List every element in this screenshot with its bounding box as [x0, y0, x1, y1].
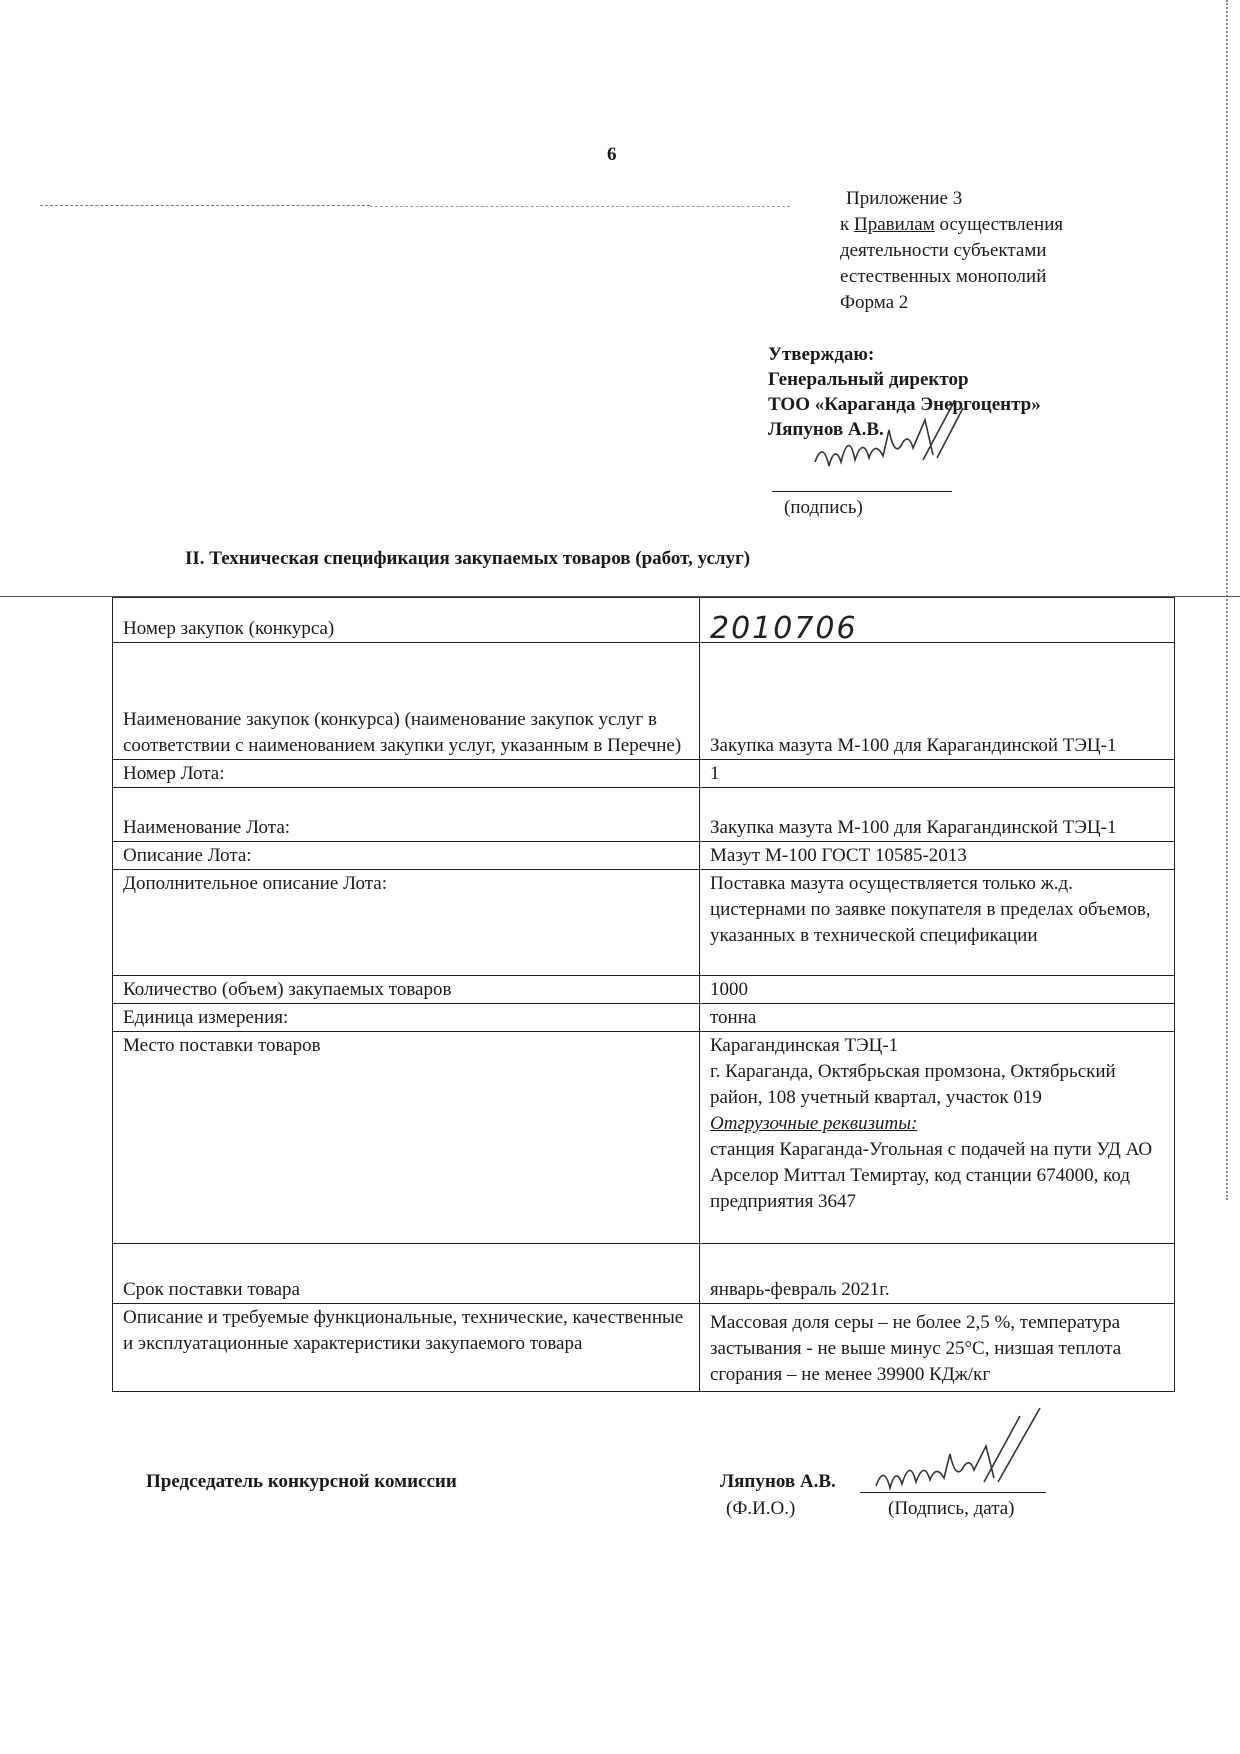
- signature-line: [772, 491, 952, 492]
- table-row: [113, 1004, 1175, 1032]
- row-label: Описание Лота:: [113, 842, 700, 870]
- chair-title: Председатель конкурсной комиссии: [146, 1471, 457, 1492]
- table-row: [113, 598, 1175, 643]
- appendix-line: деятельности субъектами: [840, 240, 1047, 261]
- row-label: Количество (объем) закупаемых товаров: [113, 976, 700, 1004]
- row-label: Срок поставки товара: [113, 1244, 700, 1304]
- row-value: Закупка мазута М-100 для Карагандинской ТЭЦ-1: [700, 643, 1175, 760]
- table-row: [113, 842, 1175, 870]
- row-value: тонна: [700, 1004, 1175, 1032]
- chair-signature: [870, 1408, 1050, 1508]
- appendix-suffix: осуществления: [934, 214, 1064, 235]
- scan-artifact-line: [370, 206, 790, 207]
- row-value: 1: [700, 760, 1175, 788]
- scan-artifact-line: [40, 205, 370, 206]
- approval-line: Генеральный директор: [768, 369, 969, 390]
- table-row: [113, 643, 1175, 760]
- section-title: II. Техническая спецификация закупаемых товаров (работ, услуг): [185, 548, 751, 569]
- delivery-line: г. Караганда, Октябрьская промзона, Октябрьский район, 108 учетный квартал, участок 019: [710, 1061, 1116, 1108]
- handwritten-purchase-number: 2010706: [700, 598, 1175, 643]
- signature-line: [860, 1492, 1046, 1493]
- table-row: [113, 1304, 1175, 1392]
- appendix-line: [840, 212, 1063, 238]
- row-label: Дополнительное описание Лота:: [113, 870, 700, 976]
- spec-table: [112, 597, 1175, 1392]
- row-value: Поставка мазута осуществляется только ж.д. цистернами по заявке покупателя в пределах объемов, указанных в технической спецификации: [700, 870, 1175, 976]
- scan-edge-mark: [1226, 0, 1231, 1200]
- director-signature: [805, 400, 965, 500]
- table-row: [113, 1032, 1175, 1244]
- chair-name: Ляпунов А.В.: [720, 1471, 836, 1492]
- row-label: Место поставки товаров: [113, 1032, 700, 1244]
- row-value: январь-февраль 2021г.: [700, 1244, 1175, 1304]
- approval-line: ТОО «Караганда Энергоцентр»: [768, 394, 1041, 415]
- row-value: Массовая доля серы – не более 2,5 %, температура застывания - не выше минус 25°С, низшая теплота сгорания – не менее 39900 КДж/кг: [700, 1304, 1175, 1392]
- appendix-form: Форма 2: [840, 292, 909, 313]
- row-value: Закупка мазута М-100 для Карагандинской ТЭЦ-1: [700, 788, 1175, 842]
- row-value: 1000: [700, 976, 1175, 1004]
- row-label: Наименование закупок (конкурса) (наименование закупок услуг в соответствии с наименованием закупки услуг, указанным в Перечне): [113, 643, 700, 760]
- sign-date-caption: (Подпись, дата): [888, 1498, 1015, 1519]
- approval-line: Утверждаю:: [768, 344, 875, 365]
- table-row: [113, 788, 1175, 842]
- shipping-details-title: Отгрузочные реквизиты:: [710, 1113, 918, 1134]
- delivery-line: Карагандинская ТЭЦ-1: [710, 1035, 899, 1056]
- table-row: [113, 1244, 1175, 1304]
- rules-link[interactable]: Правилам: [853, 214, 935, 235]
- appendix-note: [840, 186, 1063, 316]
- row-label: Номер закупок (конкурса): [113, 598, 700, 643]
- row-label: Наименование Лота:: [113, 788, 700, 842]
- row-label: Единица измерения:: [113, 1004, 700, 1032]
- table-row: [113, 760, 1175, 788]
- delivery-place-cell: [700, 1032, 1175, 1244]
- row-value: Мазут М-100 ГОСТ 10585-2013: [700, 842, 1175, 870]
- row-label: Номер Лота:: [113, 760, 700, 788]
- table-row: [113, 976, 1175, 1004]
- appendix-prefix: к: [840, 214, 854, 235]
- table-row: [113, 870, 1175, 976]
- appendix-line: естественных монополий: [840, 266, 1047, 287]
- fio-caption: (Ф.И.О.): [726, 1498, 796, 1519]
- approval-signer: Ляпунов А.В.: [768, 419, 884, 440]
- page-number: 6: [607, 144, 617, 165]
- appendix-line: Приложение 3: [846, 188, 963, 209]
- row-label: Описание и требуемые функциональные, технические, качественные и эксплуатационные характеристики закупаемого товара: [113, 1304, 700, 1392]
- shipping-details-text: станция Караганда-Угольная с подачей на пути УД АО Арселор Миттал Темиртау, код станции 674000, код предприятия 3647: [710, 1139, 1153, 1212]
- signature-caption: (подпись): [784, 497, 863, 518]
